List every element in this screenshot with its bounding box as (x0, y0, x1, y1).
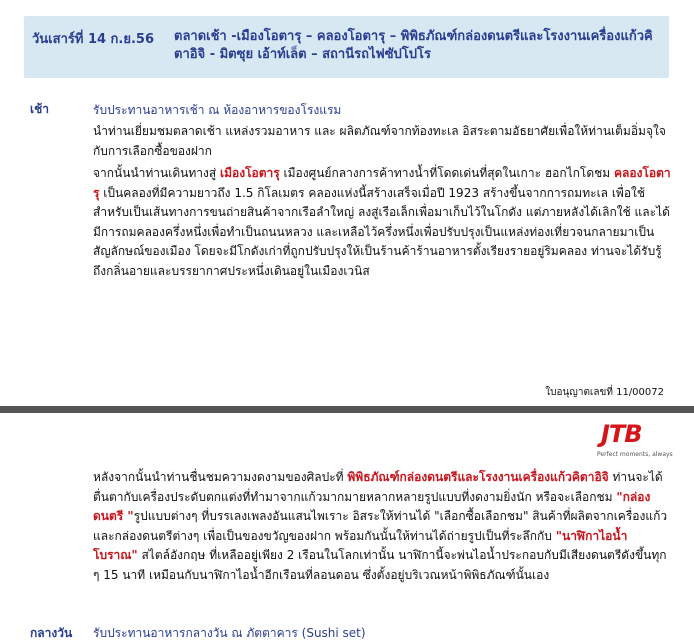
highlight-music-box-museum: พิพิธภัณฑ์กล่องดนตรีและโรงงานเครื่องแก้วคิตาอิจิ (347, 470, 609, 484)
text-run: จากนั้นนำท่านเดินทางสู่ (93, 166, 220, 180)
text-run: เป็นคลองที่มีความยาวถึง 1.5 กิโลเมตร คลองแห่งนี้สร้างเสร็จเมื่อปี 1923 สร้างขึ้นจากการถมทะเล เพื่อใช้สำหรับเป็นเส้นทางการขนถ่ายสินค้าจากเรือลำใหญ่ ลงสู่เรือเล็กเพื่อมาเก็บไว้ในโกดัง แต่ภายหลังได้เลิกใช้ และได้มีการถมคลองครึ่งหนึ่งเพื่อทำเป็นถนนหลวง และเหลือไว้ครึ่งหนึ่งเพื่อปรับปรุงเป็นแหล่งท่องเที่ยวจนกลายมาเป็นสัญลักษณ์ของเมือง โดยจะมีโกดังเก่าที่ถูกปรับปรุงให้เป็นร้านค้าร้านอาหารตั้งเรียงรายอยู่ริมคลอง ท่านจะได้รับรู้ถึงกลิ่นอายและบรรยากาศประหนึ่งเดินอยู่ในเมืองเวนิส (93, 185, 670, 278)
text-run: หลังจากนั้นนำท่านชื่นชมความงดงามของศิลปะที่ (93, 470, 348, 484)
day-title: ตลาดเช้า -เมืองโอตารุ – คลองโอตารุ – พิพิธภัณฑ์กล่องดนตรีและโรงงานเครื่องแก้วคิตาอิจิ - มิตซุย เอ้าท์เล็ต – สถานีรถไฟซัปโปโร (174, 29, 653, 62)
museum-paragraph (93, 468, 668, 585)
jtb-logo (595, 420, 673, 460)
morning-heading: รับประทานอาหารเช้า ณ ห้องอาหารของโรงแรม (93, 103, 342, 117)
text-run: รูปแบบต่างๆ ที่บรรเลงเพลงอันแสนไพเราะ อิสระให้ท่านได้ "เลือกซื้อเลือกชม" สินค้าที่ผลิตจากเครื่องแก้วและกล่องดนตรีต่างๆ เพื่อเป็นของขวัญของฝาก พร้อมกันนั้นให้ท่านได้ถ่ายรูปเป็นที่ระลึกกับ (93, 509, 668, 543)
day-date: วันเสาร์ที่ 14 ก.ย.56 (32, 32, 155, 47)
text-run: สไตล์อังกฤษ ที่เหลืออยู่เพียง 2 เรือนในโลกเท่านั้น นาฬิกานี้จะพ่นไอน้ำประกอบกับมีเสียงดนตรีดังขึ้นทุก ๆ 15 นาที เหมือนกับนาฬิกาไอน้ำอีกเรือนที่ลอนดอน ซึ่งตั้งอยู่บริเวณหน้าพิพิธภัณฑ์นั้นเอง (93, 548, 667, 582)
logo-tagline: Perfect moments, always (597, 451, 673, 458)
text-run: ท่านจะได้ตื่นตากับเครื่องประดับตกแต่งที่ทำมาจากแก้วมากมายหลากหลายรูปแบบที่งดงามยิ่งนัก หรือจะเลือกชม (93, 470, 663, 504)
highlight-otaru-city: เมืองโอตารุ (219, 166, 280, 180)
text-run: เมืองศูนย์กลางการค้าทางน้ำที่โดดเด่นที่สุดในเกาะ ฮอกไกโดชม (279, 166, 615, 180)
lunch-label: กลางวัน (30, 626, 73, 640)
page-divider (0, 406, 694, 413)
morning-paragraph-1: นำท่านเยี่ยมชมตลาดเช้า แหล่งรวมอาหาร และ ผลิตภัณฑ์จากท้องทะเล อิสระตามอัธยาศัยเพื่อให้ท่านเต็มอิ่มจุใจกับการเลือกซื้อของฝาก (93, 124, 666, 158)
morning-paragraph-2 (93, 164, 673, 281)
day-header (24, 16, 669, 78)
highlight-otaru-canal: คลองโอตารุ (93, 166, 671, 200)
highlight-music-box: "กล่องดนตรี " (93, 489, 651, 523)
morning-label: เช้า (30, 102, 49, 116)
highlight-steam-clock: "นาฬิกาไอน้ำโบราณ" (93, 528, 628, 562)
license-number: ใบอนุญาตเลขที่ 11/00072 (545, 387, 664, 398)
logo-wordmark: JTB (601, 420, 642, 448)
lunch-heading: รับประทานอาหารกลางวัน ณ ภัตตาคาร (Sushi set) (93, 626, 366, 640)
